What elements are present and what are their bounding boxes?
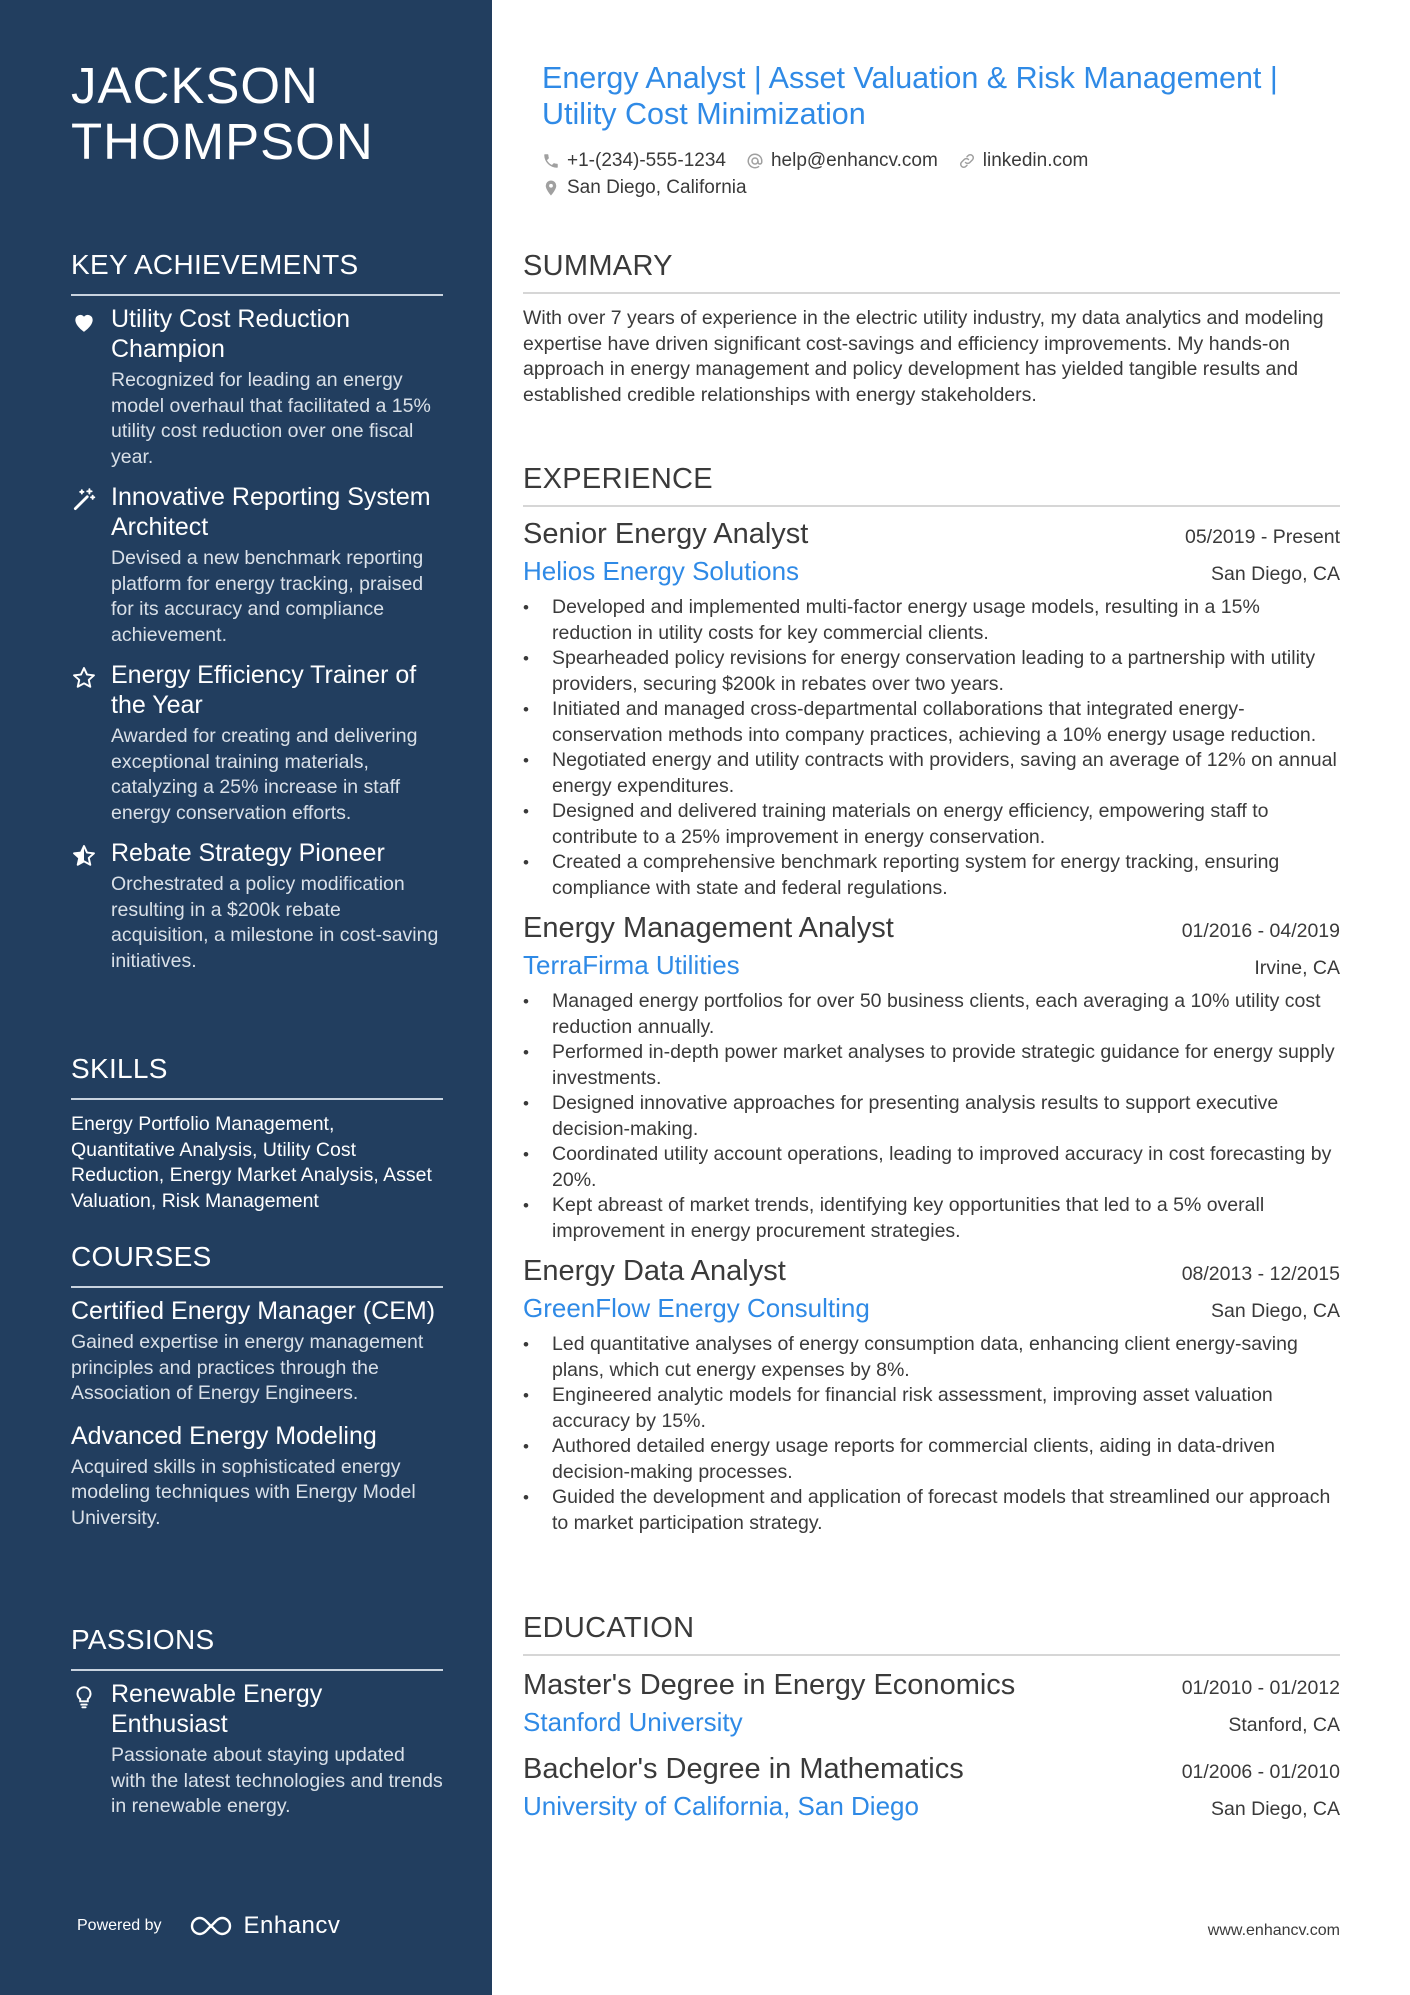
job-title: Energy Management Analyst xyxy=(523,912,894,944)
lightbulb-icon xyxy=(71,1684,97,1710)
name-first: JACKSON xyxy=(71,57,319,114)
experience-heading: EXPERIENCE xyxy=(523,461,1340,507)
linkedin-contact[interactable] xyxy=(958,150,1089,172)
linkedin-text: linkedin.com xyxy=(982,149,1089,171)
skills-section xyxy=(71,1052,443,1214)
skills-heading: SKILLS xyxy=(71,1052,443,1100)
heart-icon xyxy=(71,309,97,335)
phone-icon xyxy=(542,152,560,170)
summary-section xyxy=(523,248,1340,408)
achievement-item xyxy=(71,660,443,826)
candidate-name xyxy=(71,58,471,170)
achievement-title: Utility Cost Reduction Champion xyxy=(111,305,350,363)
job-title: Senior Energy Analyst xyxy=(523,518,809,550)
job-company: TerraFirma Utilities xyxy=(523,950,740,980)
job-dates: 01/2016 - 04/2019 xyxy=(1181,920,1340,942)
star-outline-icon xyxy=(71,665,97,691)
passion-desc: Passionate about staying updated with the latest technologies and trends in renewable energy. xyxy=(111,1744,443,1817)
passions-section xyxy=(71,1623,443,1832)
contact-info xyxy=(542,147,1332,201)
job-bullet: • Designed innovative approaches for presenting analysis results to support executive decision-making. xyxy=(523,1091,1340,1142)
education-section xyxy=(523,1610,1340,1824)
summary-heading: SUMMARY xyxy=(523,248,1340,294)
school: Stanford University xyxy=(523,1707,743,1737)
job-bullets xyxy=(523,989,1340,1244)
email-contact[interactable] xyxy=(746,150,938,172)
job-bullet: • Designed and delivered training materials on energy efficiency, empowering staff to contribute to a 25% improvement in energy conservation. xyxy=(523,799,1340,850)
passions-heading: PASSIONS xyxy=(71,1623,443,1671)
key-achievements-heading: KEY ACHIEVEMENTS xyxy=(71,248,443,296)
job-bullet: • Managed energy portfolios for over 50 business clients, each averaging a 10% utility cost reduction annually. xyxy=(523,989,1340,1040)
name-last: THOMPSON xyxy=(71,113,374,170)
phone-text: +1-(234)-555-1234 xyxy=(567,149,726,171)
link-icon xyxy=(958,152,976,170)
location-pin-icon xyxy=(542,179,560,197)
job-bullet: • Led quantitative analyses of energy consumption data, enhancing client energy-saving plans, which cut energy expenses by 8%. xyxy=(523,1332,1340,1383)
star-half-icon xyxy=(71,843,97,869)
job-company: GreenFlow Energy Consulting xyxy=(523,1293,870,1323)
job-bullets xyxy=(523,595,1340,901)
school: University of California, San Diego xyxy=(523,1791,919,1821)
job-entry xyxy=(523,1252,1340,1536)
achievement-title: Rebate Strategy Pioneer xyxy=(111,839,385,867)
passion-title: Renewable Energy Enthusiast xyxy=(111,1680,323,1738)
degree: Bachelor's Degree in Mathematics xyxy=(523,1753,964,1785)
education-dates: 01/2006 - 01/2010 xyxy=(1181,1761,1340,1783)
at-icon xyxy=(746,152,764,170)
website-link[interactable]: www.enhancv.com xyxy=(1207,1922,1340,1939)
summary-text: With over 7 years of experience in the electric utility industry, my data analytics and modeling expertise have driven significant cost-savings and efficiency improvements. My hands-on approach in energy management and policy development has yielded tangible results and established credible relationships with energy stakeholders. xyxy=(523,307,1324,406)
headline: Energy Analyst | Asset Valuation & Risk Management | Utility Cost Minimization xyxy=(542,61,1278,131)
job-bullet: • Performed in-depth power market analyses to provide strategic guidance for energy supply investments. xyxy=(523,1040,1340,1091)
job-dates: 05/2019 - Present xyxy=(1184,526,1340,548)
enhancv-logo-icon xyxy=(188,1914,234,1938)
job-bullet: • Initiated and managed cross-departmental collaborations that integrated energy-conservation methods into company practices, achieving a 10% energy usage reduction. xyxy=(523,697,1340,748)
job-location: Irvine, CA xyxy=(1254,957,1340,979)
job-entry xyxy=(523,515,1340,901)
education-heading: EDUCATION xyxy=(523,1610,1340,1656)
job-bullet: • Spearheaded policy revisions for energy conservation leading to a partnership with utility providers, securing $200k in rebates over two years. xyxy=(523,646,1340,697)
location-contact xyxy=(542,177,747,199)
courses-section xyxy=(71,1240,443,1545)
course-desc: Acquired skills in sophisticated energy modeling techniques with Energy Model University. xyxy=(71,1455,416,1529)
phone-contact[interactable] xyxy=(542,150,726,172)
education-dates: 01/2010 - 01/2012 xyxy=(1181,1677,1340,1699)
achievement-title: Energy Efficiency Trainer of the Year xyxy=(111,661,417,719)
job-bullet: • Authored detailed energy usage reports for commercial clients, aiding in data-driven decision-making processes. xyxy=(523,1434,1340,1485)
job-title: Energy Data Analyst xyxy=(523,1255,786,1287)
job-bullet: • Kept abreast of market trends, identifying key opportunities that led to a 5% overall improvement in energy procurement strategies. xyxy=(523,1193,1340,1244)
course-desc: Gained expertise in energy management principles and practices through the Association of Energy Engineers. xyxy=(71,1331,424,1404)
job-bullet: • Developed and implemented multi-factor energy usage models, resulting in a 15% reduction in utility costs for key commercial clients. xyxy=(523,595,1340,646)
job-dates: 08/2013 - 12/2015 xyxy=(1181,1263,1340,1285)
course-title: Certified Energy Manager (CEM) xyxy=(71,1297,436,1325)
achievement-desc: Orchestrated a policy modification resulting in a $200k rebate acquisition, a milestone in cost-saving initiatives. xyxy=(111,873,439,972)
course-item xyxy=(71,1421,443,1532)
course-title: Advanced Energy Modeling xyxy=(71,1421,377,1450)
degree: Master's Degree in Energy Economics xyxy=(523,1669,1016,1701)
education-entry xyxy=(523,1666,1340,1740)
powered-by xyxy=(77,1912,340,1940)
powered-by-label: Powered by xyxy=(77,1917,162,1934)
job-bullets xyxy=(523,1332,1340,1536)
job-bullet: • Guided the development and application of forecast models that streamlined our approach to market participation strategy. xyxy=(523,1485,1340,1536)
job-location: San Diego, CA xyxy=(1211,563,1340,585)
education-location: Stanford, CA xyxy=(1228,1714,1340,1736)
magic-wand-icon xyxy=(71,487,97,513)
education-location: San Diego, CA xyxy=(1211,1798,1340,1820)
passion-item xyxy=(71,1679,443,1820)
location-text: San Diego, California xyxy=(567,176,747,198)
job-entry xyxy=(523,909,1340,1244)
job-bullet: • Negotiated energy and utility contracts with providers, saving an average of 12% on annual energy expenditures. xyxy=(523,748,1340,799)
job-company: Helios Energy Solutions xyxy=(523,556,800,586)
achievement-item xyxy=(71,838,443,974)
sidebar xyxy=(0,0,492,1995)
email-text: help@enhancv.com xyxy=(770,149,938,171)
achievement-desc: Devised a new benchmark reporting platform for energy tracking, praised for its accuracy and compliance achievement. xyxy=(111,547,424,646)
skills-list: Energy Portfolio Management, Quantitative Analysis, Utility Cost Reduction, Energy Market Analysis, Asset Valuation, Risk Management xyxy=(71,1113,432,1212)
courses-heading: COURSES xyxy=(71,1240,443,1288)
achievement-desc: Recognized for leading an energy model overhaul that facilitated a 15% utility cost reduction over one fiscal year. xyxy=(111,369,431,468)
education-entry xyxy=(523,1750,1340,1824)
job-bullet: • Created a comprehensive benchmark reporting system for energy tracking, ensuring compliance with state and federal regulations. xyxy=(523,850,1340,901)
achievement-item xyxy=(71,482,443,648)
enhancv-logo-text: Enhancv xyxy=(243,1912,341,1939)
key-achievements-section xyxy=(71,248,443,986)
job-bullet: • Engineered analytic models for financial risk assessment, improving asset valuation accuracy by 15%. xyxy=(523,1383,1340,1434)
course-item xyxy=(71,1296,443,1407)
achievement-item xyxy=(71,304,443,470)
job-bullet: • Coordinated utility account operations, leading to improved accuracy in cost forecasting by 20%. xyxy=(523,1142,1340,1193)
job-location: San Diego, CA xyxy=(1211,1300,1340,1322)
experience-section xyxy=(523,461,1340,1536)
main-content xyxy=(523,0,1340,1995)
achievement-title: Innovative Reporting System Architect xyxy=(111,483,431,541)
achievement-desc: Awarded for creating and delivering exceptional training materials, catalyzing a 25% increase in staff energy conservation efforts. xyxy=(111,725,418,824)
